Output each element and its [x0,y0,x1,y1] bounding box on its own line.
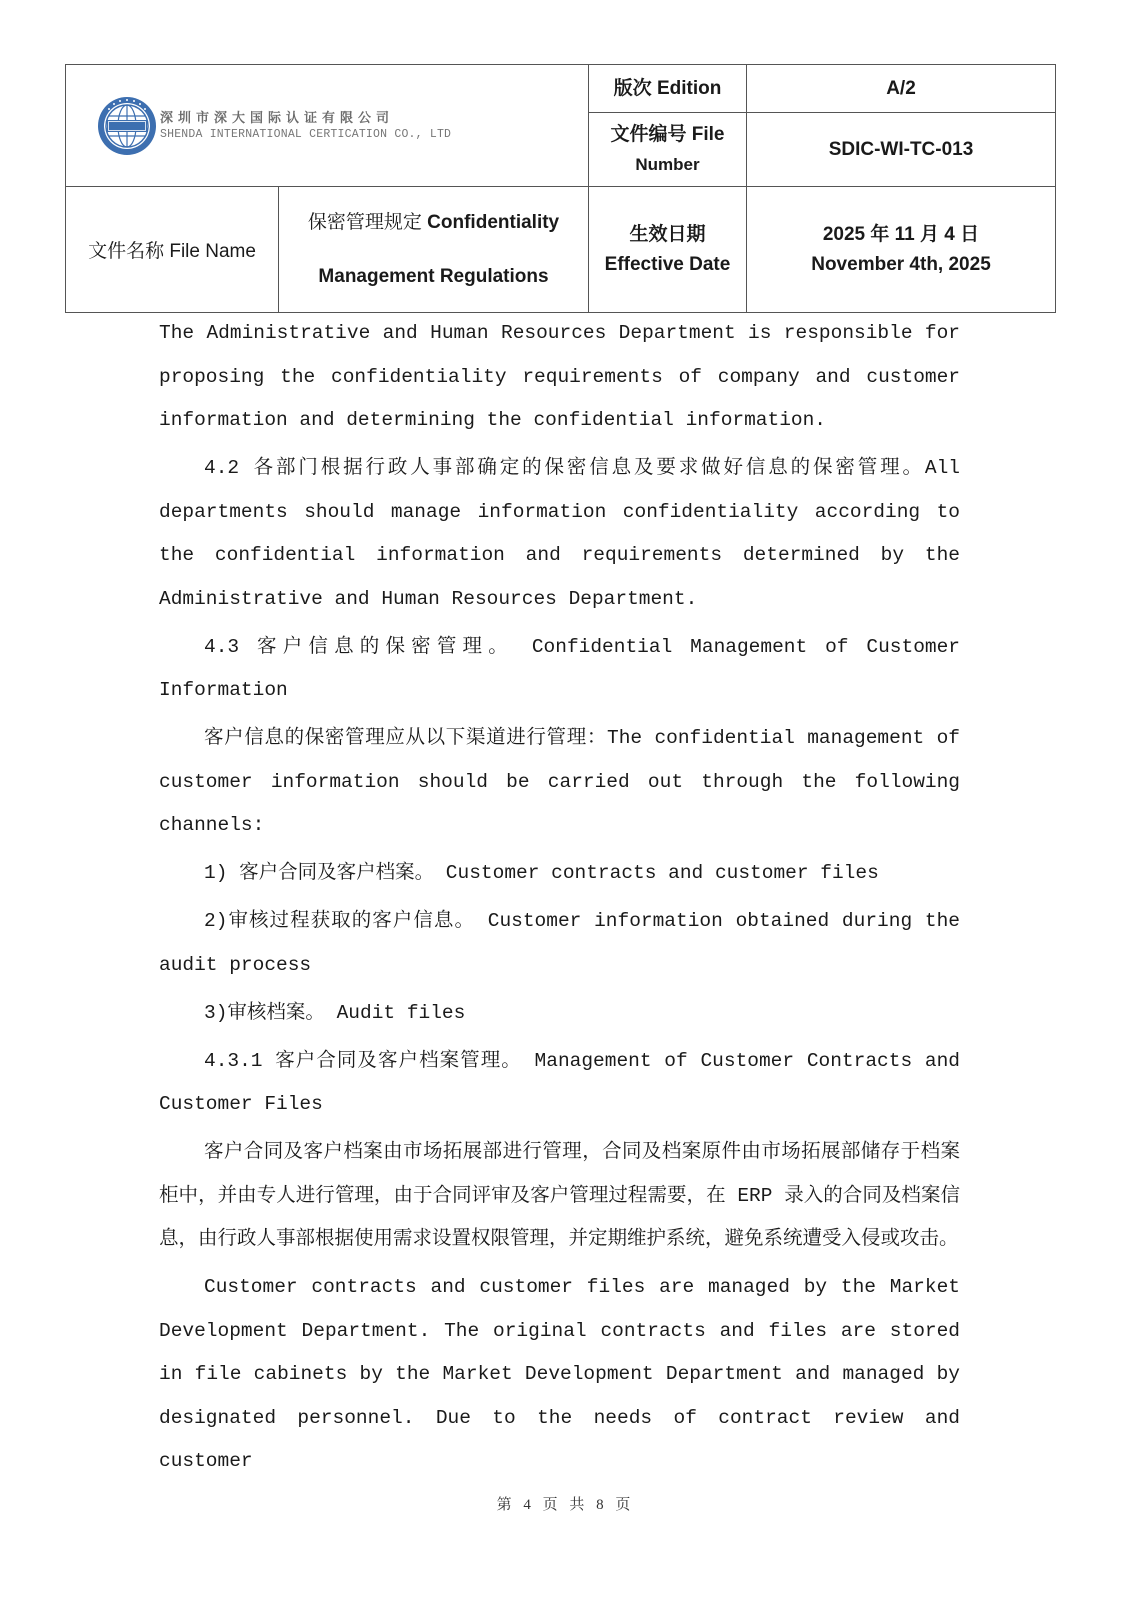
effective-date-value [747,187,1056,313]
list-item-2: 2)审核过程获取的客户信息。 Customer information obtained during the audit process [159,910,960,976]
document-body [159,312,960,1484]
file-number-label [589,113,747,187]
paragraph-contracts-cn: 客户合同及客户档案由市场拓展部进行管理，合同及档案原件由市场拓展部储存于档案柜中，并由专人进行管理，由于合同评审及客户管理过程需要，在 ERP 录入的合同及档案信息，由行政人事部根据使用需求设置权限管理，并定期维护系统，避免系统遭受入侵或攻击。 [159,1141,960,1250]
effective-date-en: November 4th, 2025 [811,253,991,275]
effective-date-cn: 2025 年 11 月 4 日 [822,223,980,245]
heading-4-3-1: 4.3.1 客户合同及客户档案管理。 Management of Customer Contracts and Customer Files [159,1049,960,1115]
company-logo-cell [66,65,589,187]
file-number-value: SDIC-WI-TC-013 [747,113,1056,187]
company-name-en: SHENDA INTERNATIONAL CERTICATION CO., LTD [160,127,452,141]
file-name-label: 文件名称 File Name [66,187,279,313]
paragraph-contracts-en: Customer contracts and customer files are managed by the Market Development Department. The original contracts and files are stored in file cabinets by the Market Development Department and managed by designated personnel. Due to the needs of contract review and customer [159,1276,960,1472]
edition-value: A/2 [747,65,1056,113]
company-name-cn: 深圳市深大国际认证有限公司 [160,110,395,126]
effective-date-label [589,187,747,313]
paragraph-responsibility: The Administrative and Human Resources Department is responsible for proposing the confidentiality requirements of company and customer information and determining the confidential information. [159,322,960,431]
effective-date-label-en: Effective Date [604,253,731,275]
edition-label: 版次 Edition [589,65,747,113]
file-name-en-line2: Management Regulations [318,265,549,287]
file-number-label-line2: Number [635,154,700,174]
effective-date-label-cn: 生效日期 [629,223,706,245]
file-name-cn: 保密管理规定 [307,211,422,233]
page-indicator: 第 4 页 共 8 页 [496,1497,635,1513]
list-item-3: 3)审核档案。 Audit files [204,1001,466,1024]
file-number-label-line1: 文件编号 File [610,123,725,145]
paragraph-4-2: 4.2 各部门根据行政人事部确定的保密信息及要求做好信息的保密管理。All departments should manage information confidentiality according to the confidential information and requirements determined by the Administrative and Human Resources Department. [159,457,960,610]
sdic-logo-icon [96,95,158,157]
file-name-en-line1: Confidentiality [427,211,560,233]
paragraph-channels: 客户信息的保密管理应从以下渠道进行管理：The confidential management of customer information should be carried out through the following channels: [159,727,960,836]
file-name-value [279,187,589,313]
document-header-table [65,64,1056,313]
list-item-1: 1) 客户合同及客户档案。 Customer contracts and customer files [204,862,879,884]
heading-4-3: 4.3 客户信息的保密管理。 Confidential Management of Customer Information [159,635,960,701]
